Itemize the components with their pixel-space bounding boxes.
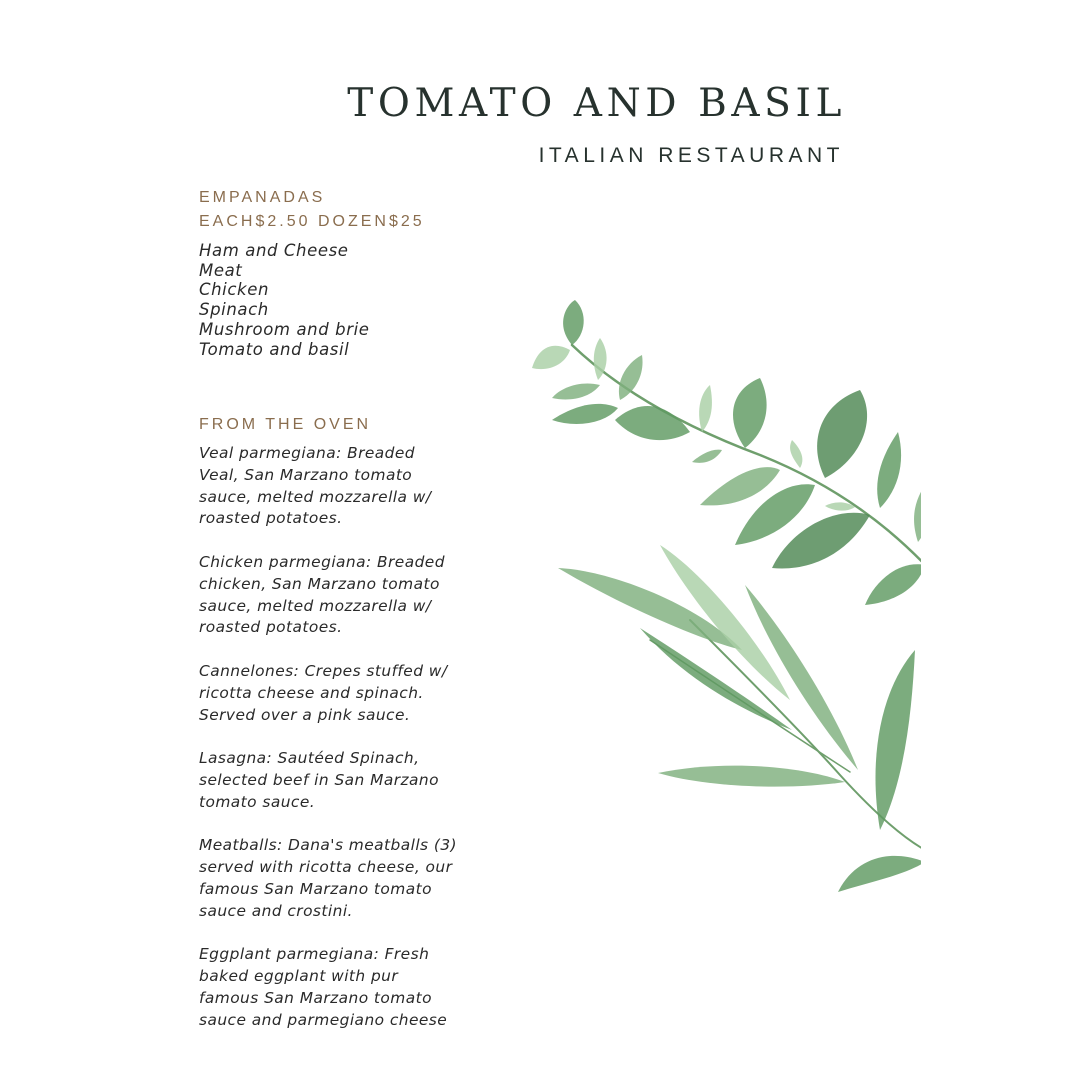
dish-line: famous San Marzano tomato [199,879,432,898]
leaf [692,450,722,463]
dish-line: roasted potatoes. [199,618,343,637]
list-item: Meat [199,260,243,280]
dish-line: Served over a pink sauce. [199,705,411,724]
leaf [875,650,915,830]
dish-line: Eggplant parmegiana: Fresh [199,945,430,964]
dish-line: baked eggplant with pur [199,967,399,986]
dish-line: Meatballs: Dana's meatballs (3) [199,836,458,855]
dish-line: roasted potatoes. [199,509,343,528]
list-item: Ham and Cheese [199,241,349,260]
leaf [914,485,928,542]
leaf [699,385,712,432]
dish-chicken-parmegiana [199,552,509,639]
list-item: Mushroom and brie [199,319,370,339]
dish-cannelones [199,661,509,726]
empanadas-pricing: EACH$2.50 DOZEN$25 [199,213,425,230]
dish-line: tomato sauce. [199,792,316,811]
leaf [733,378,767,448]
leaf [817,390,867,478]
watercolor-leaves-illustration [520,290,930,910]
dish-meatballs [199,835,509,922]
dish-line: chicken, San Marzano tomato [199,574,440,593]
leaf [790,440,802,468]
dish-line: ricotta cheese and spinach. [199,683,424,702]
leaf [532,346,570,369]
leaf [877,432,901,508]
leaf [563,300,584,345]
restaurant-subtitle: ITALIAN RESTAURANT [538,144,844,167]
leaf [745,585,858,770]
dish-lasagna [199,748,509,813]
dish-line: Chicken parmegiana: Breaded [199,552,445,571]
leaf [552,383,600,399]
leaf [658,766,845,787]
leaf [865,564,925,605]
dish-line: sauce, melted mozzarella w/ [199,487,432,506]
dish-line: sauce and parmegiano cheese [199,1010,448,1029]
list-item: Spinach [199,300,269,320]
dish-line: served with ricotta cheese, our [199,858,453,877]
dish-eggplant-parmegiana [199,944,509,1031]
empanadas-flavor-list [199,241,370,359]
dish-line: famous San Marzano tomato [199,988,432,1007]
oven-dish-list [199,443,509,1053]
leaf [619,355,643,400]
dish-line: Lasagna: Sautéed Spinach, [199,749,420,768]
dish-line: Cannelones: Crepes stuffed w/ [199,661,448,680]
dish-line: selected beef in San Marzano [199,770,439,789]
restaurant-name: TOMATO AND BASIL [347,81,846,126]
leaf [615,406,690,440]
section-heading-empanadas: EMPANADAS [199,189,326,206]
leaf [838,856,925,892]
list-item: Tomato and basil [199,339,350,359]
dish-line: Veal parmegiana: Breaded [199,444,416,462]
leaf [552,404,618,424]
leaf-branches [532,300,930,892]
dish-line: sauce and crostini. [199,901,353,920]
list-item: Chicken [199,280,269,300]
dish-veal-parmegiana [199,443,509,530]
section-heading-oven: FROM THE OVEN [199,416,372,433]
dish-line: sauce, melted mozzarella w/ [199,596,432,615]
dish-line: Veal, San Marzano tomato [199,465,413,484]
